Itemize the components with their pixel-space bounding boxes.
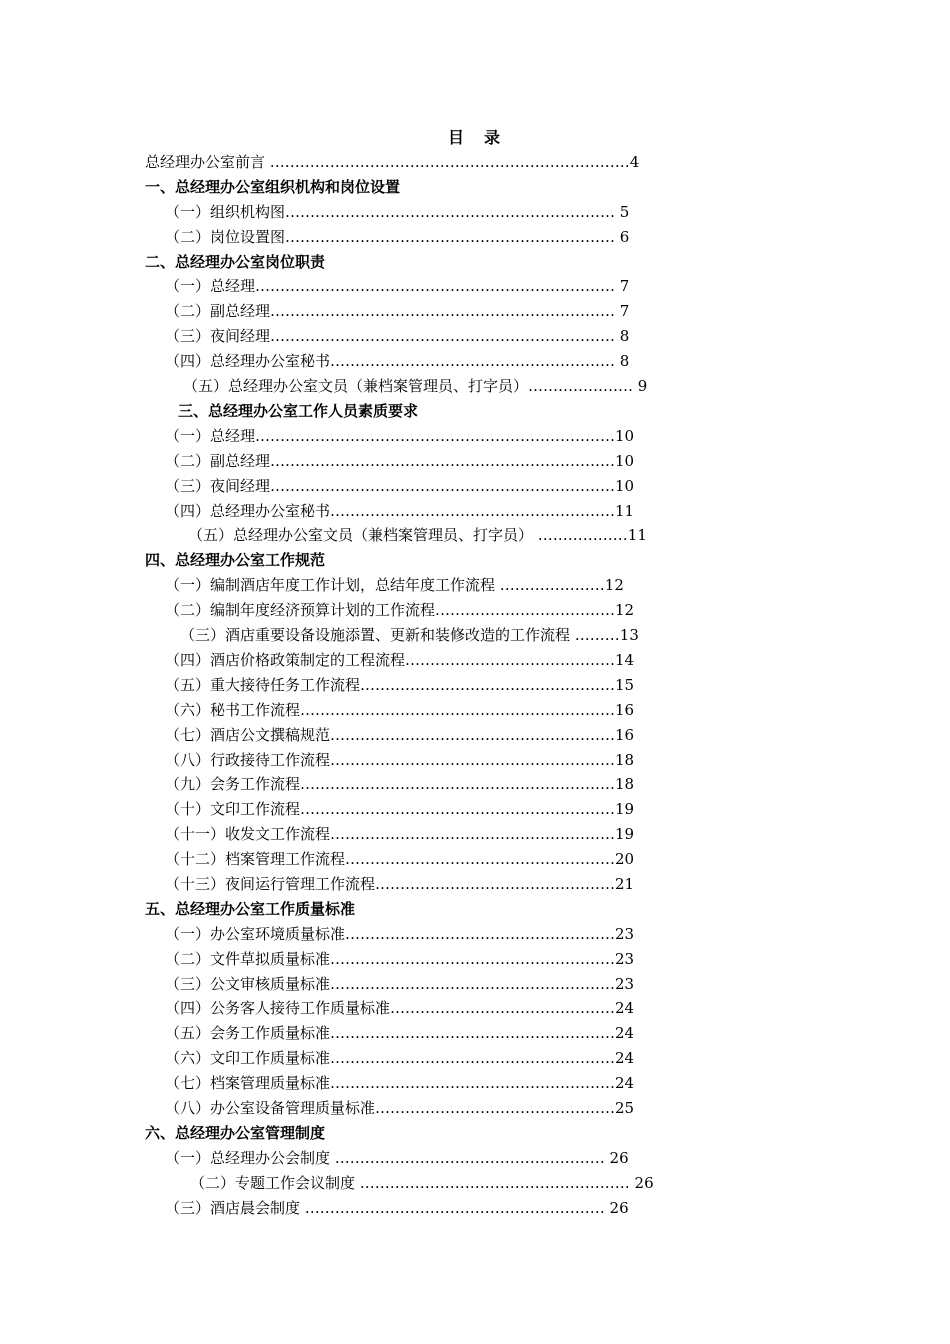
toc-entry: （三）公文审核质量标准…………………………………………………23 <box>165 975 635 993</box>
toc-entry: 总经理办公室前言 ………………………………………………………………4 <box>145 153 640 171</box>
toc-entry: （二）副总经理…………………………………………………………… 7 <box>165 302 630 320</box>
toc-entry: （三）酒店重要设备设施添置、更新和装修改造的工作流程 ………13 <box>180 626 639 644</box>
toc-entry: （四）酒店价格政策制定的工程流程……………………………………14 <box>165 651 635 669</box>
toc-entry: （五）总经理办公室文员（兼档案管理员、打字员） ………………11 <box>188 526 647 544</box>
toc-section-heading: 一、总经理办公室组织机构和岗位设置 <box>145 178 401 196</box>
toc-section-heading: 五、总经理办公室工作质量标准 <box>145 900 356 918</box>
toc-entry: （三）夜间经理……………………………………………………………10 <box>165 477 635 495</box>
toc-entry: （二）岗位设置图………………………………………………………… 6 <box>165 228 630 246</box>
toc-entry: （一）总经理办公会制度 ……………………………………………… 26 <box>165 1149 629 1167</box>
toc-entry: （二）文件草拟质量标准…………………………………………………23 <box>165 950 635 968</box>
toc-entry: （一）组织机构图………………………………………………………… 5 <box>165 203 630 221</box>
toc-entry: （二）副总经理……………………………………………………………10 <box>165 452 635 470</box>
toc-entry: （六）秘书工作流程………………………………………………………16 <box>165 701 635 719</box>
toc-entry: （十一）收发文工作流程…………………………………………………19 <box>165 825 635 843</box>
toc-section-heading: 六、总经理办公室管理制度 <box>145 1124 326 1142</box>
toc-entry: （五）重大接待任务工作流程……………………………………………15 <box>165 676 635 694</box>
toc-entry: （十二）档案管理工作流程………………………………………………20 <box>165 850 635 868</box>
toc-entry: （一）总经理………………………………………………………………10 <box>165 427 635 445</box>
toc-entry: （五）总经理办公室文员（兼档案管理员、打字员）………………… 9 <box>183 377 648 395</box>
toc-entry: （十）文印工作流程………………………………………………………19 <box>165 800 635 818</box>
toc-entry: （五）会务工作质量标准…………………………………………………24 <box>165 1024 635 1042</box>
toc-entry: （一）编制酒店年度工作计划，总结年度工作流程 …………………12 <box>165 576 624 594</box>
toc-entry: （十三）夜间运行管理工作流程…………………………………………21 <box>165 875 635 893</box>
toc-entry: （六）文印工作质量标准…………………………………………………24 <box>165 1049 635 1067</box>
toc-entry: （四）公务客人接待工作质量标准………………………………………24 <box>165 999 635 1017</box>
toc-entry: （二）编制年度经济预算计划的工作流程………………………………12 <box>165 601 635 619</box>
toc-entry: （一）总经理……………………………………………………………… 7 <box>165 277 630 295</box>
toc-entry: （一）办公室环境质量标准………………………………………………23 <box>165 925 635 943</box>
toc-entry: （八）行政接待工作流程…………………………………………………18 <box>165 751 635 769</box>
toc-entry: （九）会务工作流程………………………………………………………18 <box>165 775 635 793</box>
toc-entry: （三）酒店晨会制度 …………………………………………………… 26 <box>165 1199 629 1217</box>
toc-entry: （四）总经理办公室秘书…………………………………………………11 <box>165 502 635 520</box>
toc-title: 目 录 <box>447 128 502 147</box>
toc-section-heading: 三、总经理办公室工作人员素质要求 <box>178 402 419 420</box>
toc-entry: （四）总经理办公室秘书………………………………………………… 8 <box>165 352 630 370</box>
toc-entry: （三）夜间经理…………………………………………………………… 8 <box>165 327 630 345</box>
toc-entry: （二）专题工作会议制度 ……………………………………………… 26 <box>190 1174 654 1192</box>
toc-entry: （七）酒店公文撰稿规范…………………………………………………16 <box>165 726 635 744</box>
toc-section-heading: 二、总经理办公室岗位职责 <box>145 253 326 271</box>
toc-entry: （七）档案管理质量标准…………………………………………………24 <box>165 1074 635 1092</box>
toc-section-heading: 四、总经理办公室工作规范 <box>145 551 326 569</box>
toc-entry: （八）办公室设备管理质量标准…………………………………………25 <box>165 1099 635 1117</box>
